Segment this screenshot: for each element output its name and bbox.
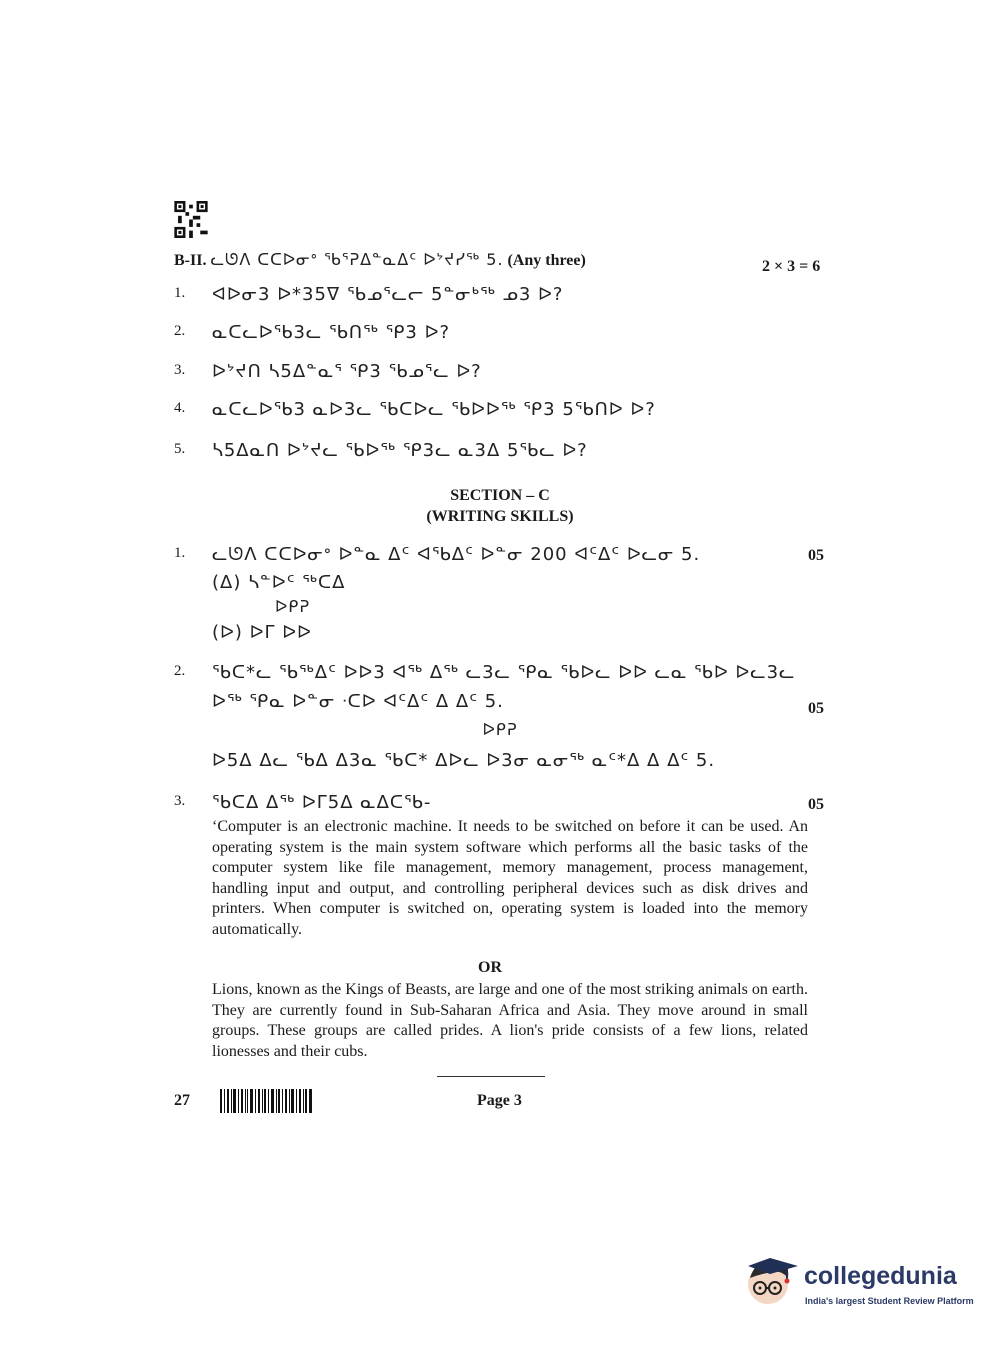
question-text: ᓚᘎᐱ ᑕᑕᐅᓂᐤ ᐅᓐᓇ ᐃᑦ ᐊᖃᐃᑦ ᐅᓐᓂ 200 ᐊᑦᐃᑦ ᐅᓚᓂ 5. [212, 544, 701, 565]
collegedunia-mascot-icon [742, 1252, 800, 1310]
question-number: 2. [174, 323, 186, 339]
section-c-subtitle: (WRITING SKILLS) [426, 508, 574, 525]
question-text: ᖃᑕ*ᓚ ᖃᖅᐃᑦ ᐅᐅ3 ᐊᖅ ᐃᖅ ᓚ3ᓚ ᕿᓇ ᖃᐅᓚ ᐅᐅ ᓚᓇ ᖃᐅ ᐅᓚ3ᓚ [212, 662, 796, 683]
section-marks: 2 × 3 = 6 [762, 258, 821, 275]
paper-code: 27 [174, 1092, 190, 1109]
question-marks: 05 [808, 796, 824, 813]
option-a: (ᐃ) ᓴᓐᐅᑦ ᖅᑕᐃ [212, 572, 346, 593]
option-b: (ᐅ) ᐅᒥ ᐅᐅ [212, 622, 312, 643]
footer-rule [437, 1076, 545, 1077]
question-text: ᓴ5ᐃᓇᑎ ᐅᔾᔪᓚ ᖃᐅᖅ ᕿ3ᓚ ᓇ3ᐃ 5ᖃᓚ ᐅ? [212, 440, 588, 461]
question-text: ᐅᔾᔪᑎ ᓴ5ᐃᓐᓇᕐ ᕿ3 ᖃᓄᕐᓚ ᐅ? [212, 361, 482, 382]
section-note: (Any three) [507, 252, 586, 269]
collegedunia-tagline: India's largest Student Review Platform [805, 1296, 974, 1306]
page-number: Page 3 [477, 1092, 522, 1109]
or-label-script: ᐅᑭᕈ [275, 597, 311, 616]
section-b2-heading [174, 250, 586, 270]
barcode-icon [220, 1089, 312, 1113]
question-text: ᓇᑕᓚᐅᖃ3 ᓇᐅ3ᓚ ᖃᑕᐅᓚ ᖃᐅᐅᖅ ᕿ3 5ᖃᑎᐅ ᐅ? [212, 399, 656, 420]
question-number: 3. [174, 793, 186, 809]
section-c-title: SECTION – C [450, 487, 550, 504]
question-text: ᖃᑕᐃ ᐃᖅ ᐅᒥ5ᐃ ᓇᐃᑕᖃ- [212, 792, 432, 813]
question-number: 1. [174, 545, 186, 561]
question-number: 2. [174, 663, 186, 679]
question-marks: 05 [808, 700, 824, 717]
question-number: 1. [174, 285, 186, 301]
question-text: ᐊᐅᓂ3 ᐅ*35ᐁ ᖃᓄᕐᓚᓕ 5ᓐᓂᒃᖅ ᓄ3 ᐅ? [212, 284, 564, 305]
or-label: OR [478, 959, 502, 976]
qr-code [174, 201, 208, 238]
passage-computer: ‘Computer is an electronic machine. It needs to be switched on before it can be used. An operating system is the main system software which performs all the basic tasks of the computer system like file management, memory management, process management, handling input and output, and controlling peripheral devices such as disk drives and printers. When computer is switched on, operating system is loaded into the memory automatically. [212, 818, 808, 938]
question-text: ᐅ5ᐃ ᐃᓚ ᖃᐃ ᐃ3ᓇ ᖃᑕ* ᐃᐅᓚ ᐅ3ᓂ ᓇᓂᖅ ᓇᑦ*ᐃ ᐃ ᐃᑦ 5. [212, 750, 716, 771]
section-instruction: ᓚᘎᐱ ᑕᑕᐅᓂᐤ ᖃᕐᕈᐃᓐᓇᐃᑦ ᐅᔾᔪᓯᖅ 5. [210, 250, 504, 269]
passage-lions: Lions, known as the Kings of Beasts, are large and one of the most striking animals on earth. They are currently found in Sub-Saharan Africa and Asia. They move around in small groups. These groups are called prides. A lion's pride consists of a few lions, related lionesses and their cubs. [212, 981, 808, 1060]
question-text: ᐅᖅ ᕿᓇ ᐅᓐᓂ ᐧᑕᐅ ᐊᑦᐃᑦ ᐃ ᐃᑦ 5. [212, 691, 504, 712]
question-number: 3. [174, 362, 186, 378]
collegedunia-brand: collegedunia [804, 1262, 957, 1290]
or-label-script: ᐅᑭᕈ [482, 720, 518, 739]
question-number: 5. [174, 441, 186, 457]
question-number: 4. [174, 400, 186, 416]
question-text: ᓇᑕᓚᐅᖃ3ᓚ ᖃᑎᖅ ᕿ3 ᐅ? [212, 322, 450, 343]
section-label: B-II. [174, 252, 207, 269]
question-marks: 05 [808, 547, 824, 564]
